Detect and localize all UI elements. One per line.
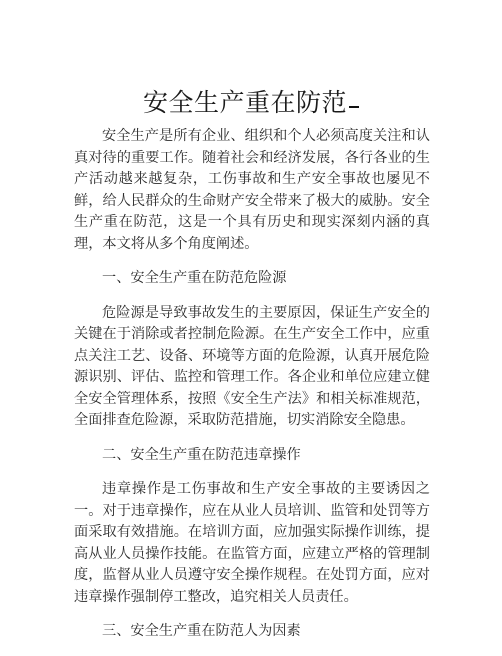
section-heading-3: 三、安全生产重在防范人为因素 bbox=[102, 623, 301, 639]
section-paragraph-2: 违章操作是工伤事故和生产安全事故的主要诱因之一。对于违章操作，应在从业人员培训、监管和处罚等方面采取有效措施。在培训方面，应加强实际操作训练，提高从业人员操作技能。在监管方面，应建立严格的管理制度，监督从业人员遵守安全操作规程。在处罚方面，应对违章操作强制停工整改，追究相关人员责任。 bbox=[74, 481, 430, 605]
text-cursor bbox=[349, 106, 359, 108]
section-heading-2: 二、安全生产重在防范违章操作 bbox=[102, 446, 301, 463]
intro-paragraph: 安全生产是所有企业、组织和个人必须高度关注和认真对待的重要工作。随着社会和经济发展，各行各业的生产活动越来越复杂，工伤事故和生产安全事故也屡见不鲜，给人民群众的生命财产安全带来了极大的威胁。安全生产重在防范，这是一个具有历史和现实深刻内涵的真理，本文将从多个角度阐述。 bbox=[74, 128, 430, 252]
document-title bbox=[0, 86, 502, 120]
document-body bbox=[74, 126, 430, 656]
section-heading-1: 一、安全生产重在防范危险源 bbox=[102, 270, 287, 286]
section-paragraph-1: 危险源是导致事故发生的主要原因，保证生产安全的关键在于消除或者控制危险源。在生产安全工作中，应重点关注工艺、设备、环境等方面的危险源，认真开展危险源识别、评估、监控和管理工作。各企业和单位应建立健全安全管理体系，按照《安全生产法》和相关标准规范，全面排查危险源，采取防范措施，切实消除安全隐患。 bbox=[74, 304, 430, 428]
title-text: 安全生产重在防范 bbox=[142, 88, 347, 117]
